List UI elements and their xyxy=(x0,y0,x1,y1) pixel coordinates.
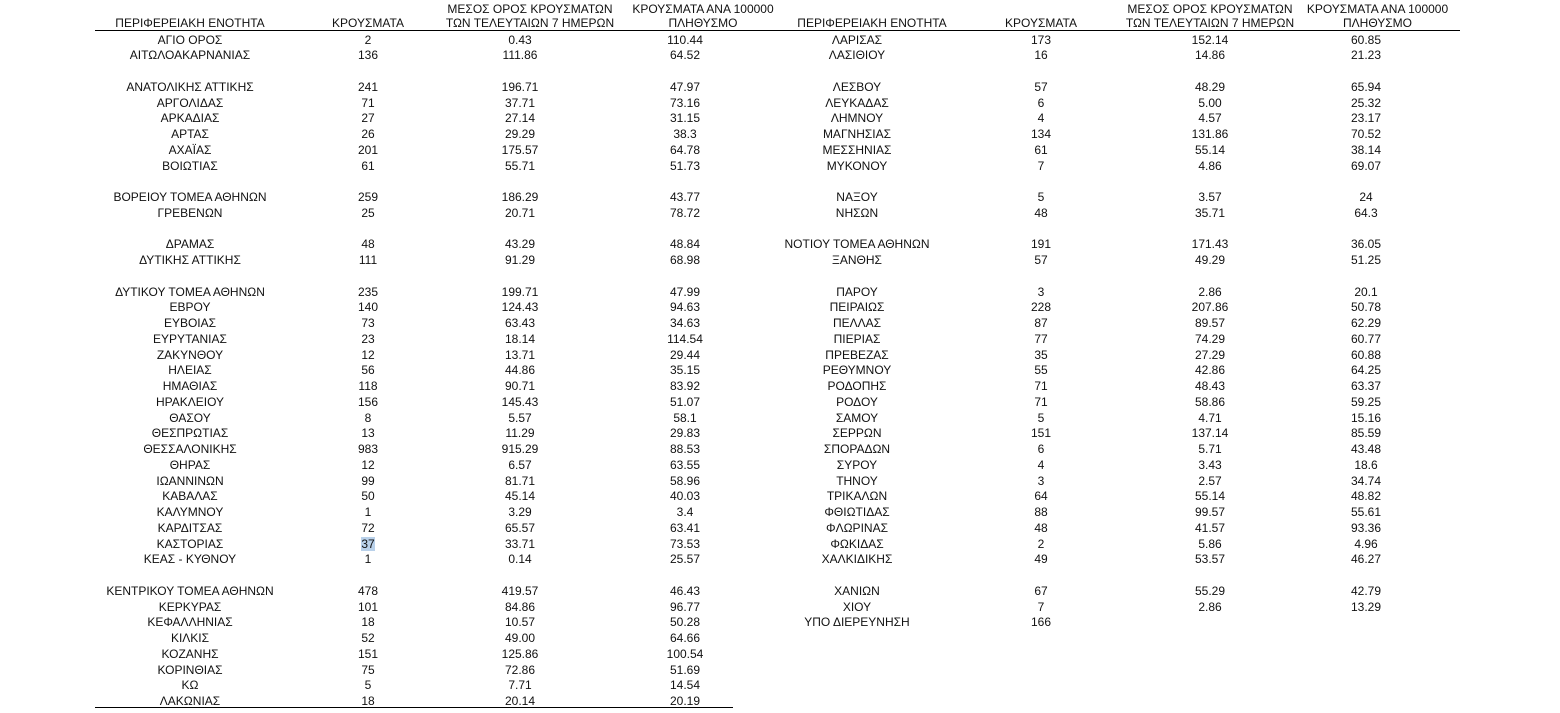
cell-per100k[interactable]: 4.96 xyxy=(1354,536,1378,551)
cell-cases[interactable]: 50 xyxy=(361,489,375,504)
cell-region-name[interactable]: ΝΑΞΟΥ xyxy=(836,190,878,204)
cell-avg7[interactable]: 10.57 xyxy=(504,615,536,630)
cell-per100k[interactable]: 64.3 xyxy=(1354,205,1378,220)
cell-per100k[interactable]: 60.85 xyxy=(1350,32,1382,47)
cell-per100k[interactable]: 14.54 xyxy=(669,678,701,693)
cell-avg7[interactable]: 53.57 xyxy=(1194,552,1226,567)
cell-per100k[interactable]: 73.16 xyxy=(669,95,701,110)
cell-region-name[interactable]: ΚΙΛΚΙΣ xyxy=(170,631,210,645)
cell-avg7[interactable]: 915.29 xyxy=(501,442,539,456)
cell-cases[interactable]: 55 xyxy=(1034,363,1048,378)
cell-per100k[interactable]: 60.77 xyxy=(1350,331,1382,346)
cell-region-name[interactable]: ΙΩΑΝΝΙΝΩΝ xyxy=(156,473,224,488)
cell-region-name[interactable]: ΜΕΣΣΗΝΙΑΣ xyxy=(822,142,892,157)
cell-cases[interactable]: 52 xyxy=(361,631,375,645)
cell-region-name[interactable]: ΔΥΤΙΚΗΣ ΑΤΤΙΚΗΣ xyxy=(139,253,241,267)
cell-per100k[interactable]: 83.92 xyxy=(669,379,701,393)
cell-cases[interactable]: 235 xyxy=(357,284,379,299)
cell-region-name[interactable]: ΧΙΟΥ xyxy=(842,599,872,614)
cell-avg7[interactable]: 6.57 xyxy=(508,457,532,472)
cell-avg7[interactable]: 49.29 xyxy=(1194,253,1226,267)
cell-region-name[interactable]: ΘΕΣΣΑΛΟΝΙΚΗΣ xyxy=(143,442,237,456)
cell-per100k[interactable]: 94.63 xyxy=(669,300,701,315)
cell-per100k[interactable]: 34.63 xyxy=(669,316,701,330)
cell-per100k[interactable]: 18.6 xyxy=(1354,457,1378,472)
cell-region-name[interactable]: ΑΝΑΤΟΛΙΚΗΣ ΑΤΤΙΚΗΣ xyxy=(126,79,254,94)
cell-region-name[interactable]: ΜΑΓΝΗΣΙΑΣ xyxy=(822,127,892,141)
cell-region-name[interactable]: ΖΑΚΥΝΘΟΥ xyxy=(156,347,224,362)
cell-avg7[interactable]: 171.43 xyxy=(1191,237,1229,252)
cell-cases[interactable]: 67 xyxy=(1034,583,1048,598)
cell-region-name[interactable]: ΣΑΜΟΥ xyxy=(835,410,879,425)
cell-region-name[interactable]: ΛΗΜΝΟΥ xyxy=(830,111,884,126)
cell-region-name[interactable]: ΣΕΡΡΩΝ xyxy=(832,426,882,441)
cell-region-name[interactable]: ΜΥΚΟΝΟΥ xyxy=(826,158,888,173)
cell-region-name[interactable]: ΠΕΛΛΑΣ xyxy=(832,316,882,330)
cell-avg7[interactable]: 45.14 xyxy=(504,489,536,504)
cell-avg7[interactable]: 5.71 xyxy=(1198,442,1222,456)
cell-cases[interactable]: 72 xyxy=(361,520,375,535)
cell-avg7[interactable]: 74.29 xyxy=(1194,331,1226,346)
cell-per100k[interactable]: 13.29 xyxy=(1350,599,1382,614)
cell-avg7[interactable]: 124.43 xyxy=(501,300,539,315)
cell-region-name[interactable]: ΝΗΣΩΝ xyxy=(835,205,879,220)
cell-cases[interactable]: 71 xyxy=(1034,379,1048,393)
cell-per100k[interactable]: 43.77 xyxy=(669,190,701,204)
cell-per100k[interactable]: 63.41 xyxy=(669,520,701,535)
cell-cases[interactable]: 201 xyxy=(357,142,379,157)
cell-per100k[interactable]: 85.59 xyxy=(1350,426,1382,441)
cell-region-name[interactable]: ΠΡΕΒΕΖΑΣ xyxy=(825,347,889,362)
cell-cases[interactable]: 151 xyxy=(1030,426,1052,441)
cell-per100k[interactable]: 114.54 xyxy=(667,331,703,346)
cell-per100k[interactable]: 93.36 xyxy=(1350,520,1382,535)
cell-cases[interactable]: 88 xyxy=(1034,505,1048,519)
cell-region-name[interactable]: ΒΟΡΕΙΟΥ ΤΟΜΕΑ ΑΘΗΝΩΝ xyxy=(113,190,267,204)
left-header-avg7-text: ΜΕΣΟΣ ΟΡΟΣ ΚΡΟΥΣΜΑΤΩΝ ΤΩΝ ΤΕΛΕΥΤΑΙΩΝ 7 ΗΜΕΡΩΝ xyxy=(445,2,615,30)
cell-avg7[interactable]: 37.71 xyxy=(504,95,536,110)
cell-per100k[interactable]: 62.29 xyxy=(1350,316,1382,330)
cell-region-name[interactable]: ΔΡΑΜΑΣ xyxy=(165,237,215,252)
cell-region-name[interactable]: ΛΑΡΙΣΑΣ xyxy=(831,32,883,47)
cell-per100k[interactable]: 110.44 xyxy=(667,32,703,47)
cell-avg7[interactable]: 99.57 xyxy=(1194,505,1226,519)
cell-cases[interactable]: 228 xyxy=(1030,300,1052,315)
cell-region-name[interactable]: ΤΗΝΟΥ xyxy=(836,473,878,488)
cell-avg7[interactable]: 55.71 xyxy=(504,158,536,173)
cell-cases[interactable]: 73 xyxy=(361,316,375,330)
cell-per100k[interactable]: 58.96 xyxy=(669,473,701,488)
cell-avg7[interactable]: 84.86 xyxy=(504,599,536,614)
cell-per100k[interactable]: 3.4 xyxy=(676,505,694,519)
cell-avg7[interactable]: 63.43 xyxy=(504,316,536,330)
cell-region-name[interactable]: ΛΑΣΙΘΙΟΥ xyxy=(828,48,886,63)
left-header-region: ΠΕΡΙΦΕΡΕΙΑΚΗ ΕΝΟΤΗΤΑ xyxy=(115,16,265,30)
cell-per100k[interactable]: 25.57 xyxy=(669,552,701,567)
cell-per100k[interactable]: 47.99 xyxy=(669,284,701,299)
cell-cases[interactable]: 12 xyxy=(361,347,375,362)
cell-cases[interactable]: 5 xyxy=(1037,410,1045,425)
cell-avg7[interactable]: 4.71 xyxy=(1198,410,1222,425)
cell-cases[interactable]: 1 xyxy=(364,552,372,567)
cell-cases[interactable]: 191 xyxy=(1030,237,1052,252)
cell-per100k[interactable]: 48.82 xyxy=(1350,489,1382,504)
cell-per100k[interactable]: 15.16 xyxy=(1350,410,1382,425)
cell-region-name[interactable]: ΝΟΤΙΟΥ ΤΟΜΕΑ ΑΘΗΝΩΝ xyxy=(784,237,930,252)
cell-region-name[interactable]: ΓΡΕΒΕΝΩΝ xyxy=(157,205,223,220)
cell-cases[interactable]: 26 xyxy=(361,127,375,141)
cell-avg7[interactable]: 35.71 xyxy=(1194,205,1226,220)
cell-avg7[interactable]: 3.43 xyxy=(1198,457,1222,472)
cell-cases[interactable]: 166 xyxy=(1030,615,1052,630)
cell-per100k[interactable]: 36.05 xyxy=(1350,237,1382,252)
right-header-per100k-text: ΚΡΟΥΣΜΑΤΑ ΑΝΑ 100000 ΠΛΗΘΥΣΜΟ xyxy=(1306,2,1449,30)
cell-cases[interactable]: 4 xyxy=(1037,457,1045,472)
cell-per100k[interactable]: 100.54 xyxy=(666,646,704,661)
cell-cases[interactable]: 27 xyxy=(361,111,375,126)
cell-per100k[interactable]: 65.94 xyxy=(1350,79,1382,94)
cell-avg7[interactable]: 33.71 xyxy=(504,536,536,551)
cell-region-name[interactable]: ΡΟΔΟΥ xyxy=(836,394,878,409)
cell-avg7[interactable]: 20.14 xyxy=(504,694,536,708)
cell-per100k[interactable]: 29.83 xyxy=(669,426,701,441)
cell-region-name[interactable]: ΡΕΘΥΜΝΟΥ xyxy=(822,363,892,378)
cell-per100k[interactable]: 60.88 xyxy=(1350,347,1382,362)
cell-avg7[interactable]: 152.14 xyxy=(1191,32,1229,47)
cell-avg7[interactable]: 20.71 xyxy=(504,205,536,220)
cell-region-name[interactable]: ΦΛΩΡΙΝΑΣ xyxy=(826,520,888,535)
cell-region-name[interactable]: ΠΕΙΡΑΙΩΣ xyxy=(829,300,885,315)
cell-avg7[interactable]: 5.00 xyxy=(1198,95,1222,110)
cell-region-name[interactable]: ΠΙΕΡΙΑΣ xyxy=(833,331,881,346)
cell-per100k[interactable]: 24 xyxy=(1359,190,1373,204)
cell-per100k[interactable]: 63.55 xyxy=(669,457,701,472)
cell-per100k[interactable]: 69.07 xyxy=(1350,158,1382,173)
right-header-region: ΠΕΡΙΦΕΡΕΙΑΚΗ ΕΝΟΤΗΤΑ xyxy=(797,16,947,30)
cell-avg7[interactable]: 11.29 xyxy=(505,426,535,441)
cell-cases[interactable]: 7 xyxy=(1037,599,1045,614)
cell-avg7[interactable]: 137.14 xyxy=(1191,426,1229,441)
cell-avg7[interactable]: 111.86 xyxy=(502,48,538,63)
cell-region-name[interactable]: ΑΙΤΩΛΟΑΚΑΡΝΑΝΙΑΣ xyxy=(129,48,251,63)
cell-region-name[interactable]: ΤΡΙΚΑΛΩΝ xyxy=(826,489,888,504)
cell-avg7[interactable]: 44.86 xyxy=(504,363,536,378)
right-header-cases: ΚΡΟΥΣΜΑΤΑ xyxy=(1005,16,1077,30)
cell-region-name[interactable]: ΑΡΓΟΛΙΔΑΣ xyxy=(156,95,224,110)
cell-region-name[interactable]: ΕΒΡΟΥ xyxy=(169,300,211,315)
cell-region-name[interactable]: ΑΡΤΑΣ xyxy=(171,127,209,141)
cell-per100k[interactable]: 55.61 xyxy=(1350,505,1382,519)
cell-cases[interactable]: 478 xyxy=(357,583,379,598)
cell-per100k[interactable]: 35.15 xyxy=(669,363,701,378)
cell-region-name[interactable]: ΡΟΔΟΠΗΣ xyxy=(827,379,887,393)
cell-avg7[interactable]: 14.86 xyxy=(1194,48,1226,63)
cell-region-name[interactable]: ΣΠΟΡΑΔΩΝ xyxy=(823,442,891,456)
cell-avg7[interactable]: 29.29 xyxy=(504,127,536,141)
cell-cases[interactable]: 173 xyxy=(1030,32,1052,47)
cell-per100k[interactable]: 51.25 xyxy=(1350,253,1382,267)
cell-avg7[interactable]: 65.57 xyxy=(504,520,536,535)
cell-per100k[interactable]: 46.27 xyxy=(1350,552,1382,567)
cell-avg7[interactable]: 2.57 xyxy=(1198,473,1222,488)
cell-per100k[interactable]: 20.19 xyxy=(669,694,701,708)
cell-cases[interactable]: 7 xyxy=(1037,158,1045,173)
cell-cases[interactable]: 87 xyxy=(1034,316,1048,330)
cell-cases[interactable]: 12 xyxy=(361,457,375,472)
cell-avg7[interactable]: 145.43 xyxy=(501,394,539,409)
cell-per100k[interactable]: 50.78 xyxy=(1350,300,1382,315)
cell-region-name[interactable]: ΗΜΑΘΙΑΣ xyxy=(162,379,218,393)
cell-cases[interactable]: 75 xyxy=(361,662,375,677)
cell-per100k[interactable]: 64.52 xyxy=(669,48,701,63)
cell-region-name[interactable]: ΗΛΕΙΑΣ xyxy=(168,363,212,378)
cell-cases[interactable]: 77 xyxy=(1034,331,1048,346)
cell-region-name[interactable]: ΚΕΑΣ - ΚΥΘΝΟΥ xyxy=(143,552,237,567)
right-header-avg7-text: ΜΕΣΟΣ ΟΡΟΣ ΚΡΟΥΣΜΑΤΩΝ ΤΩΝ ΤΕΛΕΥΤΑΙΩΝ 7 ΗΜΕΡΩΝ xyxy=(1125,2,1295,30)
cell-region-name[interactable]: ΒΟΙΩΤΙΑΣ xyxy=(162,158,218,173)
cell-avg7[interactable]: 55.29 xyxy=(1194,583,1226,598)
cell-region-name[interactable]: ΔΥΤΙΚΟΥ ΤΟΜΕΑ ΑΘΗΝΩΝ xyxy=(115,284,265,299)
cell-region-name[interactable]: ΚΑΒΑΛΑΣ xyxy=(162,489,218,504)
cell-per100k[interactable]: 48.84 xyxy=(669,237,701,252)
cell-region-name[interactable]: ΑΧΑΪΑΣ xyxy=(168,142,212,157)
cell-avg7[interactable]: 196.71 xyxy=(501,79,539,94)
cell-avg7[interactable]: 13.71 xyxy=(504,347,536,362)
cell-cases[interactable]: 13 xyxy=(361,426,375,441)
cell-region-name[interactable]: ΛΑΚΩΝΙΑΣ xyxy=(159,694,221,708)
cell-cases[interactable]: 35 xyxy=(1034,347,1048,362)
cell-cases[interactable]: 140 xyxy=(357,300,379,315)
cell-region-name[interactable]: ΚΕΝΤΡΙΚΟΥ ΤΟΜΕΑ ΑΘΗΝΩΝ xyxy=(106,583,274,598)
cell-avg7[interactable]: 89.57 xyxy=(1194,316,1226,330)
cell-per100k[interactable]: 64.66 xyxy=(669,631,701,645)
cell-avg7[interactable]: 90.71 xyxy=(504,379,536,393)
cell-cases[interactable]: 49 xyxy=(1034,552,1048,567)
cell-avg7[interactable]: 41.57 xyxy=(1194,520,1226,535)
cell-avg7[interactable]: 3.57 xyxy=(1198,190,1222,204)
cell-cases[interactable]: 6 xyxy=(1037,442,1045,456)
cell-cases[interactable]: 56 xyxy=(361,363,375,378)
cell-cases[interactable]: 151 xyxy=(357,646,379,661)
cell-per100k[interactable]: 21.23 xyxy=(1350,48,1382,63)
cell-cases[interactable]: 23 xyxy=(361,331,375,346)
cell-region-name[interactable]: ΧΑΝΙΩΝ xyxy=(834,583,880,598)
selected-cell-highlight: 37 xyxy=(361,536,375,551)
left-header-avg7 xyxy=(440,2,620,30)
cell-avg7[interactable]: 18.14 xyxy=(504,331,536,346)
cell-avg7[interactable]: 199.71 xyxy=(501,284,539,299)
cell-cases[interactable]: 48 xyxy=(1034,205,1048,220)
cell-per100k[interactable]: 43.48 xyxy=(1350,442,1382,456)
cell-region-name[interactable]: ΚΩ xyxy=(181,678,199,693)
cell-cases[interactable]: 983 xyxy=(357,442,379,456)
cell-per100k[interactable]: 58.1 xyxy=(673,410,697,425)
cell-avg7[interactable]: 207.86 xyxy=(1191,300,1229,315)
cell-cases[interactable]: 57 xyxy=(1034,253,1048,267)
cell-cases[interactable]: 48 xyxy=(361,237,375,252)
cell-avg7[interactable]: 0.14 xyxy=(508,552,532,567)
cell-per100k[interactable]: 38.14 xyxy=(1350,142,1382,157)
right-header-avg7 xyxy=(1120,2,1300,30)
cell-cases[interactable]: 118 xyxy=(358,379,378,393)
cell-avg7[interactable]: 175.57 xyxy=(501,142,539,157)
cell-cases[interactable]: 259 xyxy=(357,190,379,204)
cell-avg7[interactable]: 131.86 xyxy=(1191,127,1229,141)
cell-per100k[interactable]: 70.52 xyxy=(1350,127,1382,141)
cell-per100k[interactable]: 59.25 xyxy=(1350,394,1382,409)
cell-region-name[interactable]: ΕΥΒΟΙΑΣ xyxy=(163,316,217,330)
cell-cases[interactable]: 2 xyxy=(1037,536,1045,551)
cell-cases[interactable]: 101 xyxy=(357,599,379,614)
cell-per100k[interactable]: 23.17 xyxy=(1350,111,1382,126)
cell-avg7[interactable]: 42.86 xyxy=(1194,363,1226,378)
cell-avg7[interactable]: 27.14 xyxy=(504,111,536,126)
cell-avg7[interactable]: 0.43 xyxy=(508,32,532,47)
cell-avg7[interactable]: 43.29 xyxy=(504,237,536,252)
cell-cases[interactable]: 156 xyxy=(357,394,379,409)
cell-cases[interactable]: 3 xyxy=(1037,284,1045,299)
cell-region-name[interactable]: ΣΥΡΟΥ xyxy=(836,457,878,472)
cell-region-name[interactable]: ΛΕΣΒΟΥ xyxy=(832,79,882,94)
cell-cases[interactable]: 8 xyxy=(364,410,372,425)
cell-per100k[interactable]: 31.15 xyxy=(669,111,701,126)
cell-cases[interactable]: 64 xyxy=(1034,489,1048,504)
cell-cases[interactable]: 111 xyxy=(358,253,378,267)
cell-cases[interactable]: 71 xyxy=(361,95,375,110)
cell-region-name[interactable]: ΑΡΚΑΔΙΑΣ xyxy=(160,111,220,126)
cell-avg7[interactable]: 2.86 xyxy=(1198,284,1222,299)
cell-avg7[interactable]: 55.14 xyxy=(1194,142,1226,157)
cell-cases[interactable]: 136 xyxy=(357,48,379,63)
cell-region-name[interactable]: ΚΑΡΔΙΤΣΑΣ xyxy=(157,520,223,535)
cell-cases[interactable]: 18 xyxy=(361,615,375,630)
cell-per100k[interactable]: 47.97 xyxy=(669,79,701,94)
cell-region-name[interactable]: ΚΕΡΚΥΡΑΣ xyxy=(158,599,222,614)
cell-avg7[interactable]: 5.86 xyxy=(1198,536,1222,551)
cell-region-name[interactable]: ΗΡΑΚΛΕΙΟΥ xyxy=(155,394,225,409)
cell-region-name[interactable]: ΦΩΚΙΔΑΣ xyxy=(830,536,884,551)
cell-per100k[interactable]: 29.44 xyxy=(669,347,701,362)
cell-cases[interactable]: 5 xyxy=(1037,190,1045,204)
cell-region-name[interactable]: ΧΑΛΚΙΔΙΚΗΣ xyxy=(821,552,893,567)
cell-avg7[interactable]: 4.57 xyxy=(1198,111,1222,126)
cell-region-name[interactable]: ΘΗΡΑΣ xyxy=(169,457,211,472)
cell-region-name[interactable]: ΚΟΖΑΝΗΣ xyxy=(161,646,219,661)
cell-region-name[interactable]: ΚΟΡΙΝΘΙΑΣ xyxy=(157,662,223,677)
cell-per100k[interactable]: 25.32 xyxy=(1350,95,1382,110)
cell-per100k[interactable]: 68.98 xyxy=(669,253,701,267)
cell-region-name[interactable]: ΘΑΣΟΥ xyxy=(169,410,211,425)
left-header-per100k-text: ΚΡΟΥΣΜΑΤΑ ΑΝΑ 100000 ΠΛΗΘΥΣΜΟ xyxy=(632,2,774,30)
cell-per100k[interactable]: 73.53 xyxy=(669,536,701,551)
cell-avg7[interactable]: 72.86 xyxy=(504,662,536,677)
cell-region-name[interactable]: ΚΑΛΥΜΝΟΥ xyxy=(156,505,224,519)
cell-avg7[interactable]: 27.29 xyxy=(1194,347,1226,362)
cell-cases[interactable]: 5 xyxy=(364,678,372,693)
cell-region-name[interactable]: ΛΕΥΚΑΔΑΣ xyxy=(825,95,889,110)
cell-region-name[interactable]: ΥΠΟ ΔΙΕΡΕΥΝΗΣΗ xyxy=(804,615,910,630)
cell-region-name[interactable]: ΦΘΙΩΤΙΔΑΣ xyxy=(824,505,890,519)
cell-per100k[interactable]: 78.72 xyxy=(669,205,701,220)
cell-per100k[interactable]: 64.25 xyxy=(1350,363,1382,378)
cell-cases[interactable]: 48 xyxy=(1034,520,1048,535)
cell-region-name[interactable]: ΘΕΣΠΡΩΤΙΑΣ xyxy=(151,426,229,441)
cell-cases[interactable]: 99 xyxy=(361,473,375,488)
cell-per100k[interactable]: 96.77 xyxy=(669,599,701,614)
cell-per100k[interactable]: 50.28 xyxy=(669,615,701,630)
cell-cases[interactable]: 18 xyxy=(361,694,375,708)
cell-region-name[interactable]: ΚΑΣΤΟΡΙΑΣ xyxy=(156,536,224,551)
cell-avg7[interactable]: 91.29 xyxy=(504,253,536,267)
cell-cases[interactable]: 4 xyxy=(1037,111,1045,126)
cell-per100k[interactable]: 42.79 xyxy=(1350,583,1382,598)
cell-cases[interactable]: 6 xyxy=(1037,95,1045,110)
cell-cases[interactable] xyxy=(328,536,408,552)
cell-per100k[interactable]: 64.78 xyxy=(669,142,701,157)
cell-avg7[interactable]: 7.71 xyxy=(508,678,532,693)
cell-per100k[interactable]: 88.53 xyxy=(669,442,701,456)
cell-avg7[interactable]: 186.29 xyxy=(501,190,539,204)
cell-cases[interactable]: 25 xyxy=(361,205,375,220)
left-header-cases: ΚΡΟΥΣΜΑΤΑ xyxy=(332,16,404,30)
cell-cases[interactable]: 3 xyxy=(1037,473,1045,488)
cell-avg7[interactable]: 4.86 xyxy=(1198,158,1222,173)
cell-avg7[interactable]: 81.71 xyxy=(504,473,536,488)
cell-cases[interactable]: 71 xyxy=(1034,394,1048,409)
cell-avg7[interactable]: 125.86 xyxy=(501,646,539,661)
cell-region-name[interactable]: ΑΓΙΟ ΟΡΟΣ xyxy=(157,32,223,47)
cell-region-name[interactable]: ΕΥΡΥΤΑΝΙΑΣ xyxy=(153,331,227,346)
cell-cases[interactable]: 16 xyxy=(1034,48,1048,63)
cell-avg7[interactable]: 419.57 xyxy=(501,583,539,598)
cell-region-name[interactable]: ΠΑΡΟΥ xyxy=(836,284,878,299)
cell-cases[interactable]: 61 xyxy=(1034,142,1048,157)
cell-cases[interactable]: 1 xyxy=(364,505,372,519)
cell-per100k[interactable]: 51.73 xyxy=(669,158,701,173)
cell-per100k[interactable]: 20.1 xyxy=(1354,284,1378,299)
cell-per100k[interactable]: 40.03 xyxy=(669,489,701,504)
cell-avg7[interactable]: 58.86 xyxy=(1194,394,1226,409)
cell-avg7[interactable]: 55.14 xyxy=(1194,489,1226,504)
cell-avg7[interactable]: 3.29 xyxy=(508,505,532,519)
cell-cases[interactable]: 241 xyxy=(357,79,379,94)
cell-per100k[interactable]: 38.3 xyxy=(673,127,697,141)
cell-cases[interactable]: 2 xyxy=(364,32,372,47)
cell-avg7[interactable]: 49.00 xyxy=(504,631,536,645)
cell-per100k[interactable]: 51.69 xyxy=(669,662,701,677)
cell-avg7[interactable]: 2.86 xyxy=(1198,599,1222,614)
left-header-per100k xyxy=(628,2,778,30)
cell-avg7[interactable]: 48.29 xyxy=(1194,79,1226,94)
cell-region-name[interactable]: ΚΕΦΑΛΛΗΝΙΑΣ xyxy=(147,615,233,630)
cell-per100k[interactable]: 46.43 xyxy=(669,583,701,598)
cell-avg7[interactable]: 5.57 xyxy=(508,410,532,425)
cell-per100k[interactable]: 34.74 xyxy=(1350,473,1382,488)
cell-cases[interactable]: 61 xyxy=(361,158,375,173)
cell-cases[interactable]: 134 xyxy=(1030,127,1052,141)
right-header-per100k xyxy=(1300,2,1455,30)
cell-region-name[interactable]: ΞΑΝΘΗΣ xyxy=(832,253,882,267)
cell-per100k[interactable]: 51.07 xyxy=(669,394,701,409)
cell-avg7[interactable]: 48.43 xyxy=(1194,379,1226,393)
cell-cases[interactable]: 57 xyxy=(1034,79,1048,94)
cell-per100k[interactable]: 63.37 xyxy=(1350,379,1382,393)
